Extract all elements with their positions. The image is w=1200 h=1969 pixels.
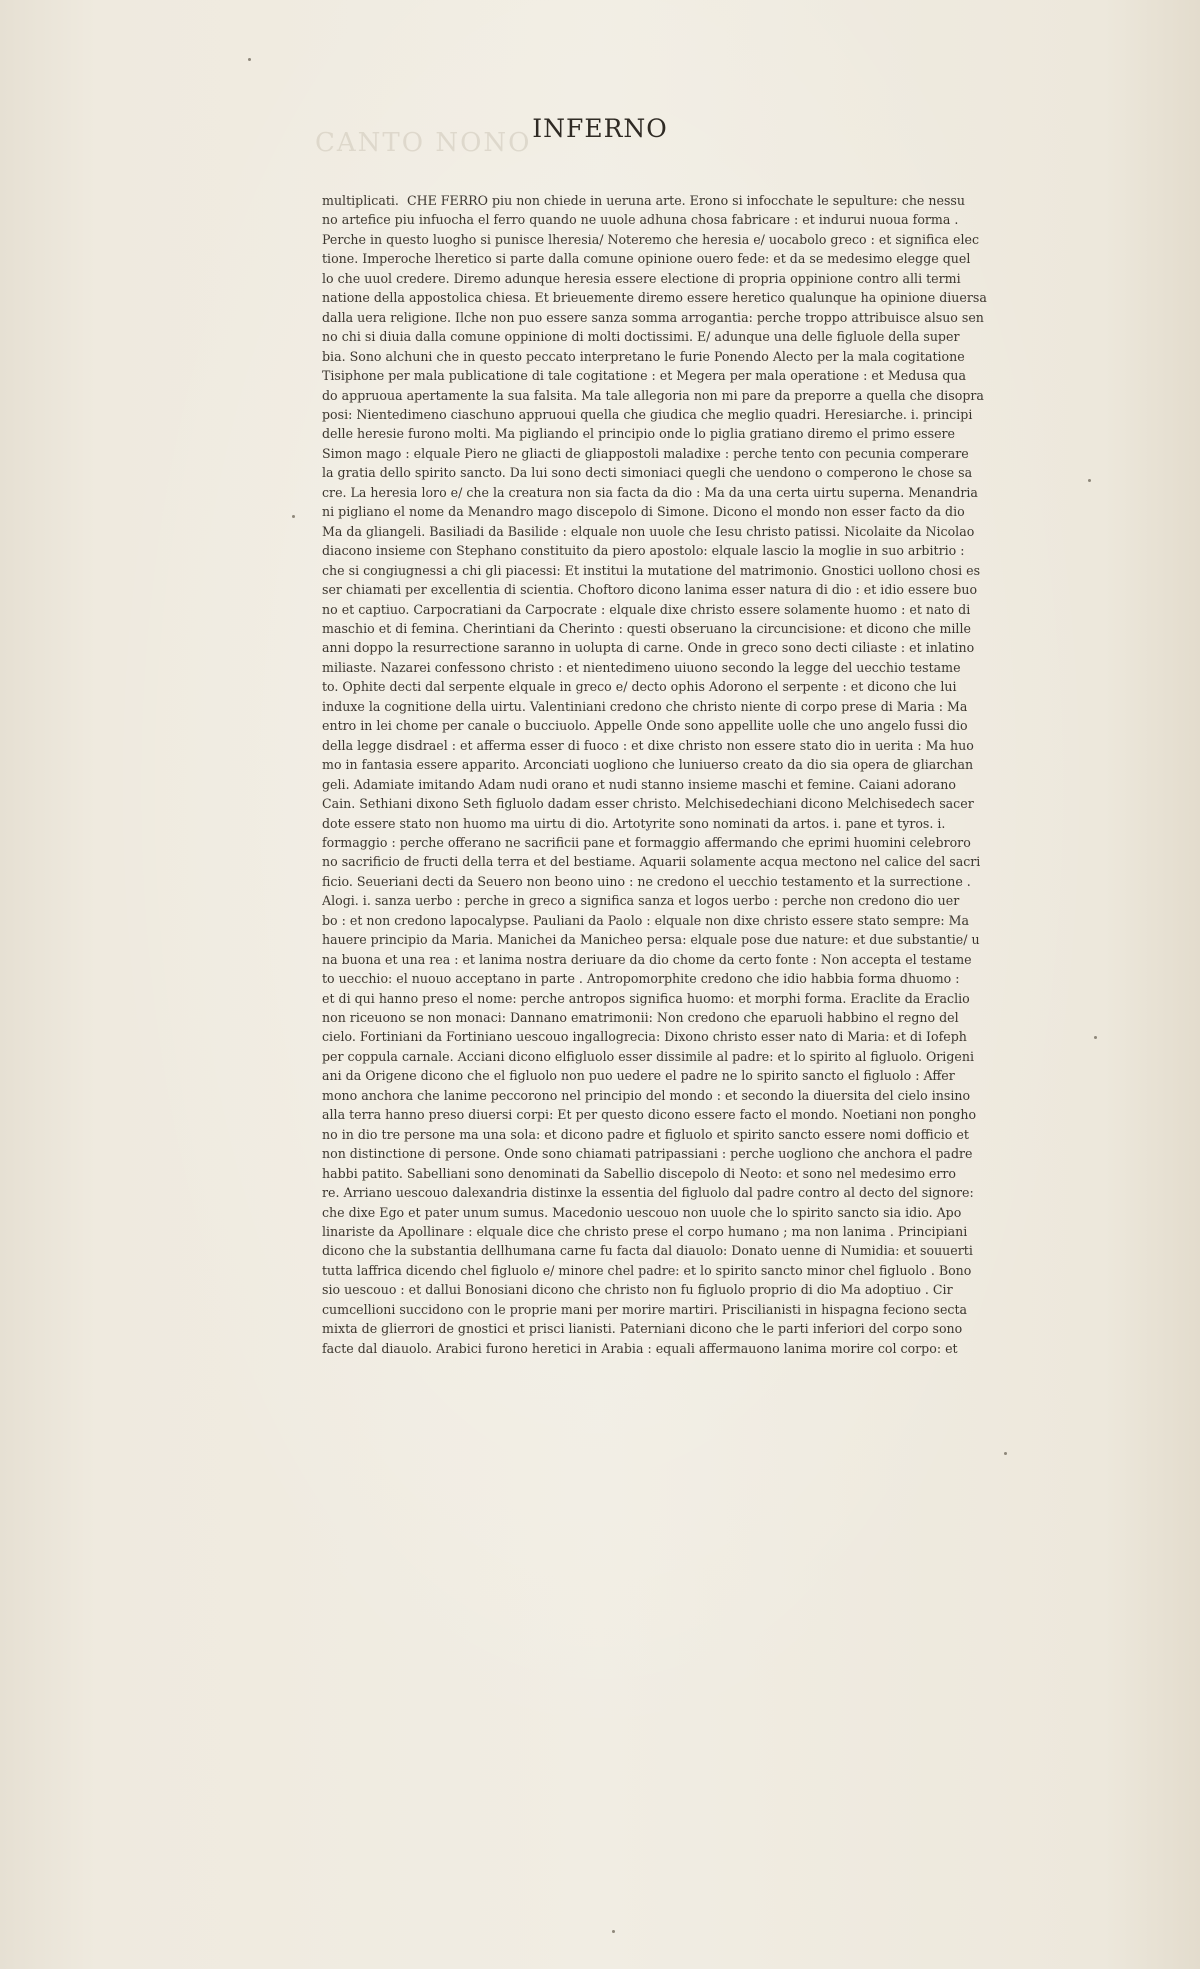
text-line: mixta de glierrori de gnostici et prisci lianisti. Paterniani dicono che le parti inferiori del corpo sono [322, 1321, 963, 1337]
text-line: alla terra hanno preso diuersi corpi: Et per questo dicono essere facto el mondo. Noetiani non pongho [322, 1107, 977, 1123]
text-line: che dixe Ego et pater unum sumus. Macedonio uescouo non uuole che lo spirito sancto sia idio. Apo [322, 1204, 962, 1220]
text-line: no artefice piu infuocha el ferro quando ne uuole adhuna chosa fabricare : et indurui nuoua forma . [322, 212, 959, 228]
text-line: ser chiamati per excellentia di scientia. Choftoro dicono lanima esser natura di dio : et idio essere buo [322, 582, 978, 598]
speck [1004, 1452, 1007, 1455]
text-line: Perche in questo luogho si punisce lheresia/ Noteremo che heresia e/ uocabolo greco : et significa elec [322, 231, 980, 247]
running-title: INFERNO [532, 114, 668, 143]
text-line: et di qui hanno preso el nome: perche antropos significa huomo: et morphi forma. Eraclite da Eraclio [322, 990, 970, 1006]
text-line: geli. Adamiate imitando Adam nudi orano et nudi stanno insieme maschi et femine. Caiani adorano [322, 776, 956, 792]
text-line: Ma da gliangeli. Basiliadi da Basilide : elquale non uuole che Iesu christo patissi. Nicolaite da Nicolao [322, 523, 975, 539]
text-line: dicono che la substantia dellhumana carne fu facta dal diauolo: Donato uenne di Numidia: et souuerti [322, 1243, 973, 1259]
speck [248, 58, 251, 61]
text-line: ani da Origene dicono che el figluolo non puo uedere el padre ne lo spirito sancto el figluolo : Affer [322, 1068, 955, 1084]
text-line: habbi patito. Sabelliani sono denominati da Sabellio discepolo di Neoto: et sono nel medesimo erro [322, 1165, 956, 1181]
text-line: no et captiuo. Carpocratiani da Carpocrate : elquale dixe christo essere solamente huomo : et nato di [322, 601, 971, 617]
text-line: entro in lei chome per canale o bucciuolo. Appelle Onde sono appellite uolle che uno angelo fussi dio [322, 718, 968, 734]
speck [1094, 1036, 1097, 1039]
text-line: anni doppo la resurrectione saranno in uolupta di carne. Onde in greco sono decti ciliaste : et inlatino [322, 640, 975, 656]
text-line: natione della appostolica chiesa. Et brieuemente diremo essere heretico qualunque ha opinione diuersa [322, 290, 987, 306]
text-line: no sacrificio de fructi della terra et del bestiame. Aquarii solamente acqua mectono nel calice del sacri [322, 854, 981, 870]
speck [612, 1930, 615, 1933]
text-line: Simon mago : elquale Piero ne gliacti de gliappostoli maladixe : perche tento con pecunia comperare [322, 445, 969, 461]
text-line: tione. Imperoche lheretico si parte dalla comune opinione ouero fede: et da se medesimo elegge quel [322, 251, 971, 267]
speck [1088, 479, 1091, 482]
text-line: cre. La heresia loro e/ che la creatura non sia facta da dio : Ma da una certa uirtu superna. Menandria [322, 484, 978, 500]
text-line: della legge disdrael : et afferma esser di fuoco : et dixe christo non essere stato dio in uerita : Ma huo [322, 737, 974, 753]
body-text-column [322, 191, 1082, 1358]
text-line: facte dal diauolo. Arabici furono heretici in Arabia : equali affermauono lanima morire col corpo: et [322, 1340, 958, 1356]
text-line: dalla uera religione. Ilche non puo essere sanza somma arrogantia: perche troppo attribuisce alsuo sen [322, 309, 984, 325]
text-line: cielo. Fortiniani da Fortiniano uescouo ingallogrecia: Dixono christo esser nato di Maria: et di Iofeph [322, 1029, 967, 1045]
text-line: la gratia dello spirito sancto. Da lui sono decti simoniaci quegli che uendono o comperono le chose sa [322, 465, 973, 481]
text-line: maschio et di femina. Cherintiani da Cherinto : questi obseruano la circuncisione: et dicono che mille [322, 620, 971, 636]
text-line: no in dio tre persone ma una sola: et dicono padre et figluolo et spirito sancto essere nomi dofficio et [322, 1126, 969, 1142]
text-line: mo in fantasia essere apparito. Arconciati uogliono che luniuerso creato da dio sia opera de gliarchan [322, 757, 974, 773]
text-line: non distinctione di persone. Onde sono chiamati patripassiani : perche uogliono che anchora el padre [322, 1146, 973, 1162]
speck [292, 515, 295, 518]
text-line: delle heresie furono molti. Ma pigliando el principio onde lo piglia gratiano diremo el primo essere [322, 426, 956, 442]
text-line: che si congiugnessi a chi gli piacessi: Et institui la mutatione del matrimonio. Gnostici uollono chosi es [322, 562, 981, 578]
text-line: do appruoua apertamente la sua falsita. Ma tale allegoria non mi pare da preporre a quella che disopra [322, 387, 984, 403]
text-line: posi: Nientedimeno ciaschuno appruoui quella che giudica che meglio quadri. Heresiarche. i. principi [322, 406, 973, 422]
text-line: bo : et non credono lapocalypse. Pauliani da Paolo : elquale non dixe christo essere stato sempre: Ma [322, 912, 970, 928]
text-line: lo che uuol credere. Diremo adunque heresia essere electione di propria oppinione contro alli termi [322, 270, 961, 286]
text-line: ni pigliano el nome da Menandro mago discepolo di Simone. Dicono el mondo non esser facto da dio [322, 504, 965, 520]
text-line: dote essere stato non huomo ma uirtu di dio. Artotyrite sono nominati da artos. i. pane et tyros. i. [322, 815, 946, 831]
text-line: Alogi. i. sanza uerbo : perche in greco a significa sanza et logos uerbo : perche non credono dio uer [322, 893, 960, 909]
text-line: tutta laffrica dicendo chel figluolo e/ minore chel padre: et lo spirito sancto minor chel figluolo . Bono [322, 1262, 972, 1278]
text-line: re. Arriano uescouo dalexandria distinxe la essentia del figluolo dal padre contro al decto del signore: [322, 1185, 974, 1201]
text-line: multiplicati. CHE FERRO piu non chiede in ueruna arte. Erono si infocchate le sepulture: che nessu [322, 193, 965, 208]
text-line: no chi si diuia dalla comune oppinione di molti doctissimi. E/ adunque una delle figluole della super [322, 329, 960, 345]
text-line: hauere principio da Maria. Manichei da Manicheo persa: elquale pose due nature: et due substantie/ u [322, 932, 980, 948]
text-line: Tisiphone per mala publicatione di tale cogitatione : et Megera per mala operatione : et Medusa qua [322, 368, 967, 384]
text-line: linariste da Apollinare : elquale dice che christo prese el corpo humano ; ma non lanima . Principiani [322, 1224, 968, 1240]
text-line: na buona et una rea : et lanima nostra deriuare da dio chome da certo fonte : Non accepta el testame [322, 951, 972, 967]
text-line: cumcellioni succidono con le proprie mani per morire martiri. Priscilianisti in hispagna feciono secta [322, 1301, 968, 1317]
text-line: non riceuono se non monaci: Dannano ematrimonii: Non credono che eparuoli habbino el regno del [322, 1010, 959, 1026]
text-line: induxe la cognitione della uirtu. Valentiniani credono che christo niente di corpo prese di Maria : Ma [322, 698, 968, 714]
text-line: ficio. Seueriani decti da Seuero non beono uino : ne credono el uecchio testamento et la surrectione . [322, 873, 971, 889]
text-line: to. Ophite decti dal serpente elquale in greco e/ decto ophis Adorono el serpente : et dicono che lui [322, 679, 957, 695]
text-line: miliaste. Nazarei confessono christo : et nientedimeno uiuono secondo la legge del uecchio testame [322, 659, 961, 675]
text-line: Cain. Sethiani dixono Seth figluolo dadam esser christo. Melchisedechiani dicono Melchisedech sacer [322, 796, 974, 812]
text-line: sio uescouo : et dallui Bonosiani dicono che christo non fu figluolo proprio di dio Ma adoptiuo . Cir [322, 1282, 953, 1298]
text-line: formaggio : perche offerano ne sacrificii pane et formaggio affermando che eprimi huomini celebroro [322, 834, 971, 850]
text-line: bia. Sono alchuni che in questo peccato interpretano le furie Ponendo Alecto per la mala cogitatione [322, 348, 965, 364]
text-line: to uecchio: el nuouo acceptano in parte . Antropomorphite credono che idio habbia forma dhuomo : [322, 971, 960, 987]
text-line: per coppula carnale. Acciani dicono elfigluolo esser dissimile al padre: et lo spirito al figluolo. Origeni [322, 1048, 974, 1064]
text-line: mono anchora che lanime peccorono nel principio del mondo : et secondo la diuersita del cielo insino [322, 1087, 971, 1103]
bleed-through-text: CANTO NONO [315, 128, 532, 158]
text-line: diacono insieme con Stephano constituito da piero apostolo: elquale lascio la moglie in suo arbitrio : [322, 543, 965, 559]
